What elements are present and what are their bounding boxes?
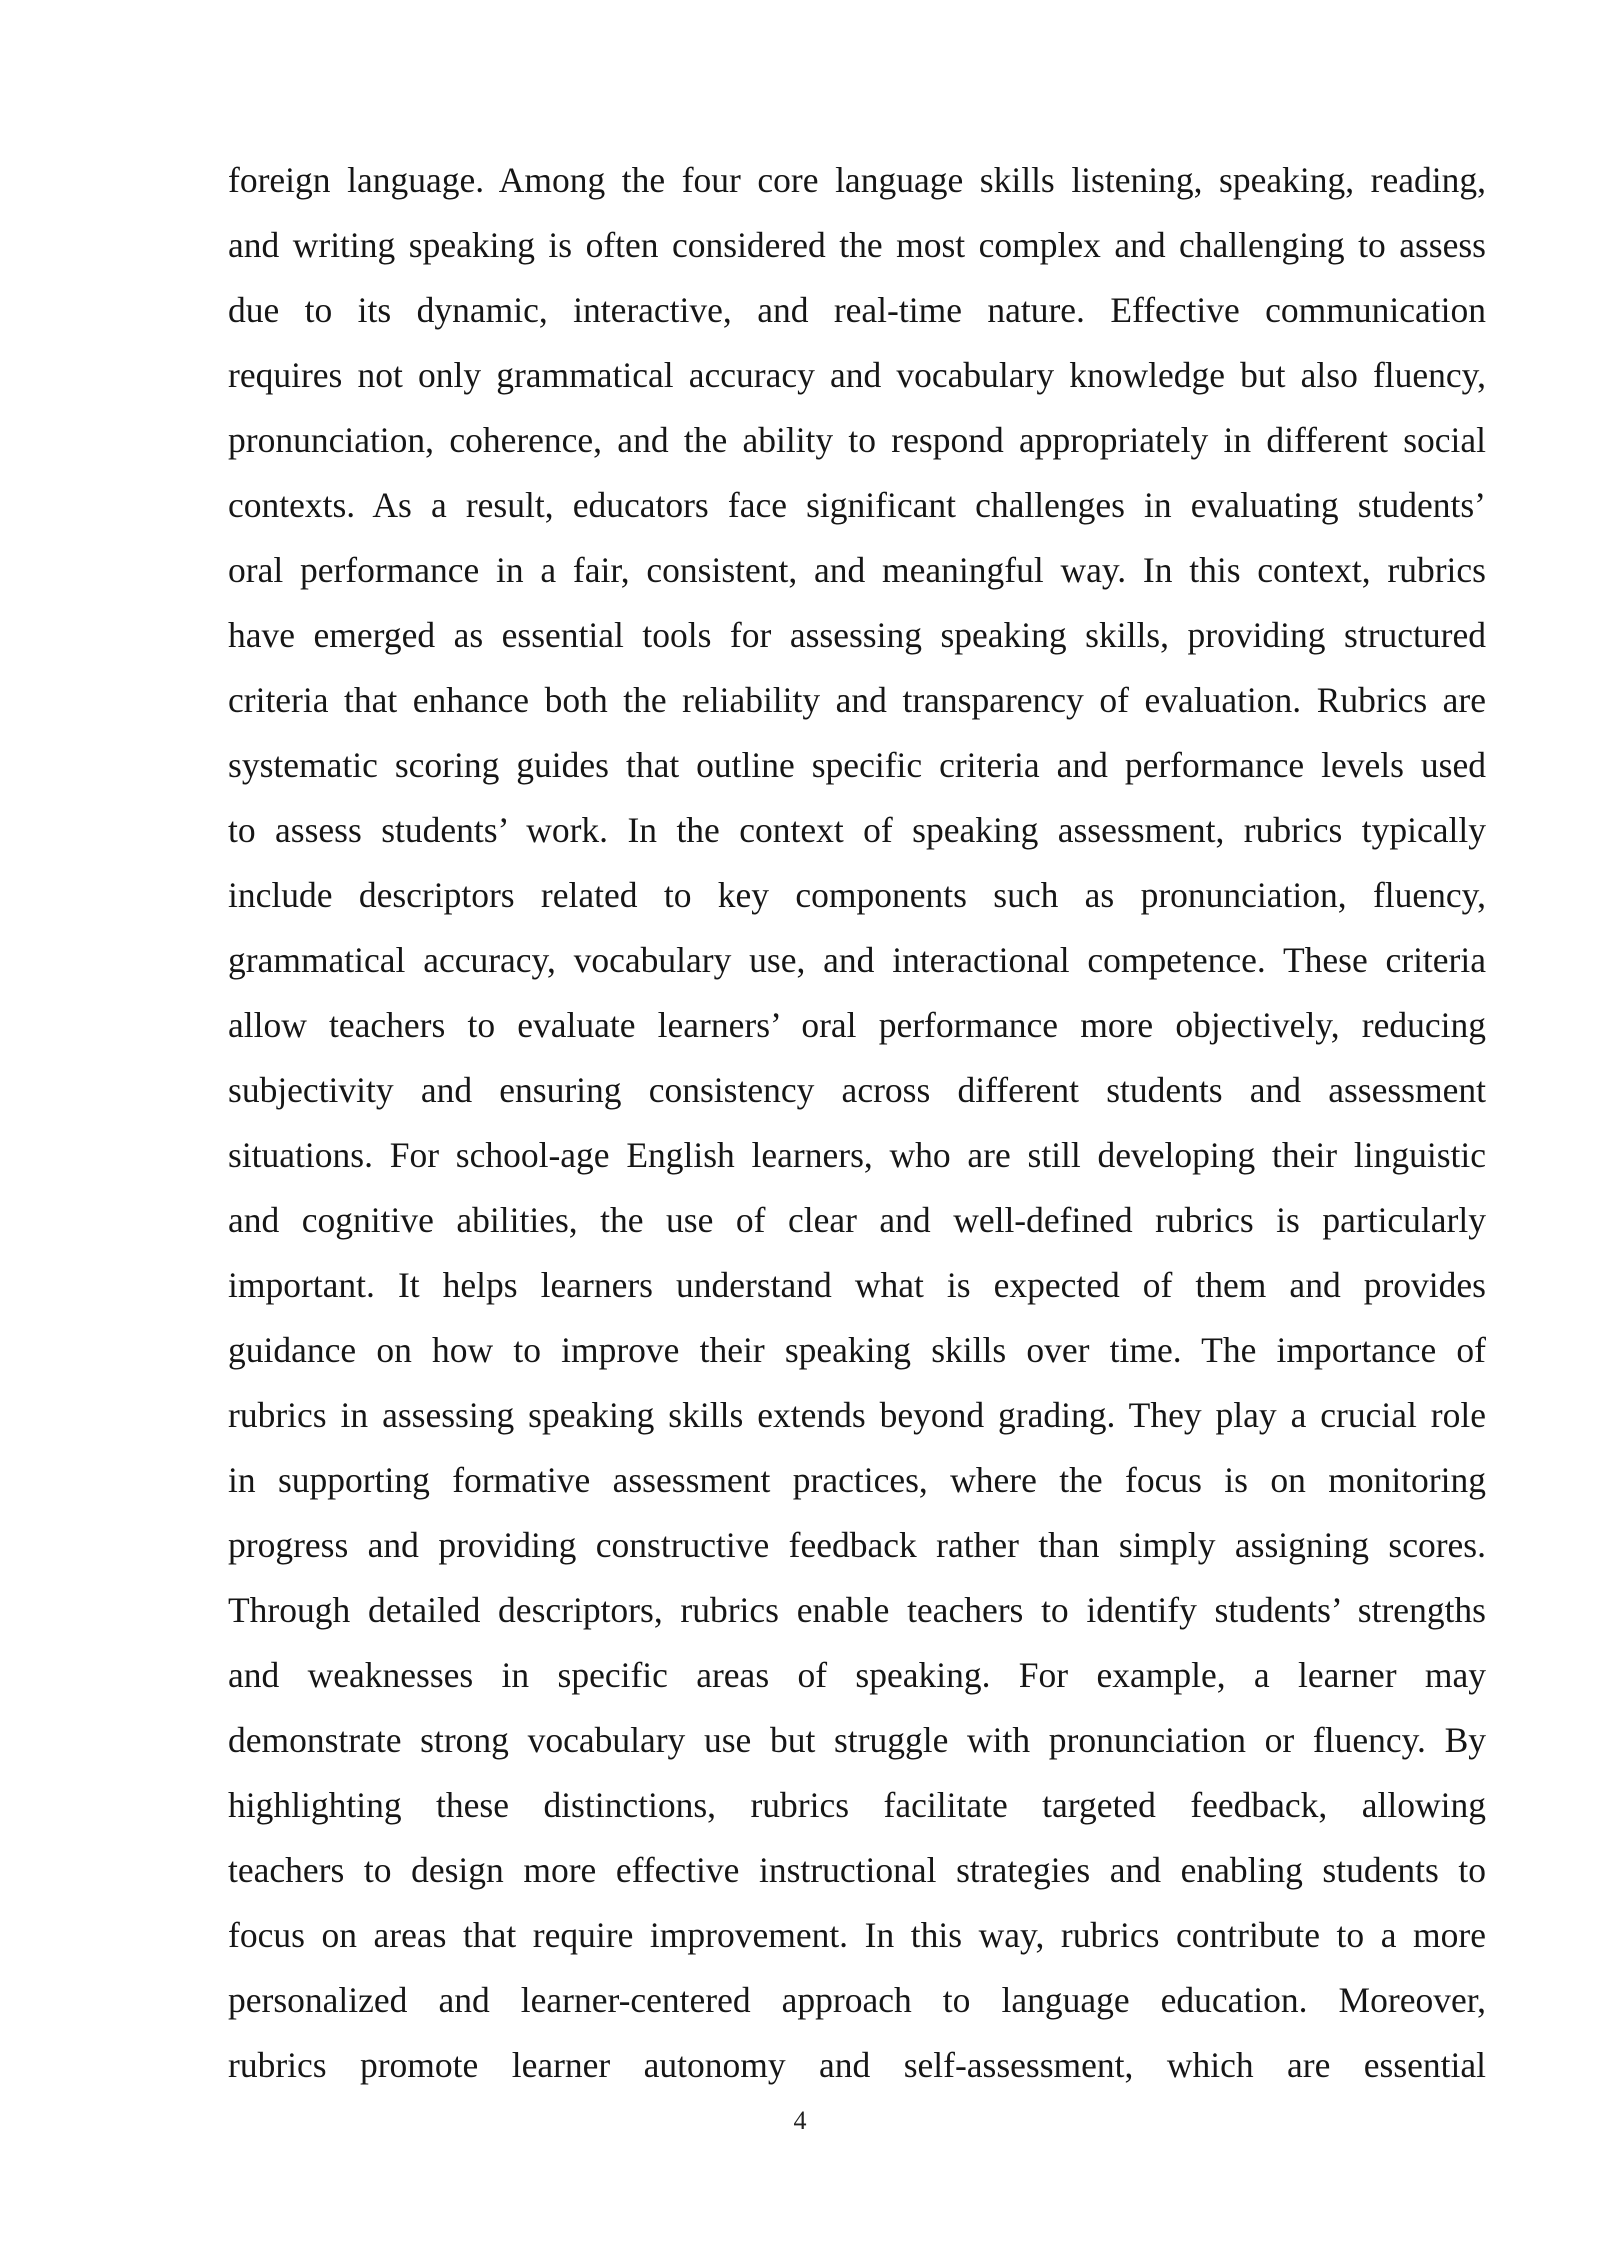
text-line: grammatical accuracy, vocabulary use, and interactional competence. These criteria bbox=[228, 940, 1486, 980]
text-line: guidance on how to improve their speaking skills over time. The importance of bbox=[228, 1330, 1486, 1370]
text-line: contexts. As a result, educators face significant challenges in evaluating students’ bbox=[228, 485, 1486, 525]
text-line: important. It helps learners understand what is expected of them and provides bbox=[228, 1265, 1486, 1305]
text-line: Through detailed descriptors, rubrics enable teachers to identify students’ strengths bbox=[228, 1590, 1486, 1630]
text-line: and cognitive abilities, the use of clear and well-defined rubrics is particularly bbox=[228, 1200, 1486, 1240]
text-line: allow teachers to evaluate learners’ oral performance more objectively, reducing bbox=[228, 1005, 1486, 1045]
text-line: personalized and learner-centered approach to language education. Moreover, bbox=[228, 1980, 1486, 2020]
text-line: include descriptors related to key components such as pronunciation, fluency, bbox=[228, 875, 1486, 915]
text-line: criteria that enhance both the reliability and transparency of evaluation. Rubrics are bbox=[228, 680, 1486, 720]
text-line: progress and providing constructive feedback rather than simply assigning scores. bbox=[228, 1525, 1486, 1565]
text-line: oral performance in a fair, consistent, and meaningful way. In this context, rubrics bbox=[228, 550, 1486, 590]
text-line: rubrics in assessing speaking skills extends beyond grading. They play a crucial role bbox=[228, 1395, 1486, 1435]
page-number: 4 bbox=[793, 2106, 807, 2135]
text-line: situations. For school-age English learners, who are still developing their linguistic bbox=[228, 1135, 1486, 1175]
text-line: focus on areas that require improvement. In this way, rubrics contribute to a more bbox=[228, 1915, 1486, 1955]
text-line: requires not only grammatical accuracy and vocabulary knowledge but also fluency, bbox=[228, 355, 1486, 395]
text-line: demonstrate strong vocabulary use but struggle with pronunciation or fluency. By bbox=[228, 1720, 1486, 1760]
text-line: in supporting formative assessment practices, where the focus is on monitoring bbox=[228, 1460, 1486, 1500]
text-line: highlighting these distinctions, rubrics facilitate targeted feedback, allowing bbox=[228, 1785, 1486, 1825]
text-line: have emerged as essential tools for assessing speaking skills, providing structured bbox=[228, 615, 1486, 655]
text-line: systematic scoring guides that outline specific criteria and performance levels used bbox=[228, 745, 1486, 785]
text-line: and writing speaking is often considered the most complex and challenging to assess bbox=[228, 225, 1486, 265]
text-line: teachers to design more effective instructional strategies and enabling students to bbox=[228, 1850, 1486, 1890]
text-line: foreign language. Among the four core language skills listening, speaking, reading, bbox=[228, 160, 1486, 200]
text-line: to assess students’ work. In the context of speaking assessment, rubrics typically bbox=[228, 810, 1486, 850]
text-line: due to its dynamic, interactive, and real-time nature. Effective communication bbox=[228, 290, 1486, 330]
body-paragraph bbox=[228, 148, 1486, 2098]
text-line: pronunciation, coherence, and the ability to respond appropriately in different social bbox=[228, 420, 1486, 460]
text-line: and weaknesses in specific areas of speaking. For example, a learner may bbox=[228, 1655, 1486, 1695]
text-line: subjectivity and ensuring consistency across different students and assessment bbox=[228, 1070, 1486, 1110]
text-line: rubrics promote learner autonomy and self-assessment, which are essential bbox=[228, 2045, 1486, 2085]
